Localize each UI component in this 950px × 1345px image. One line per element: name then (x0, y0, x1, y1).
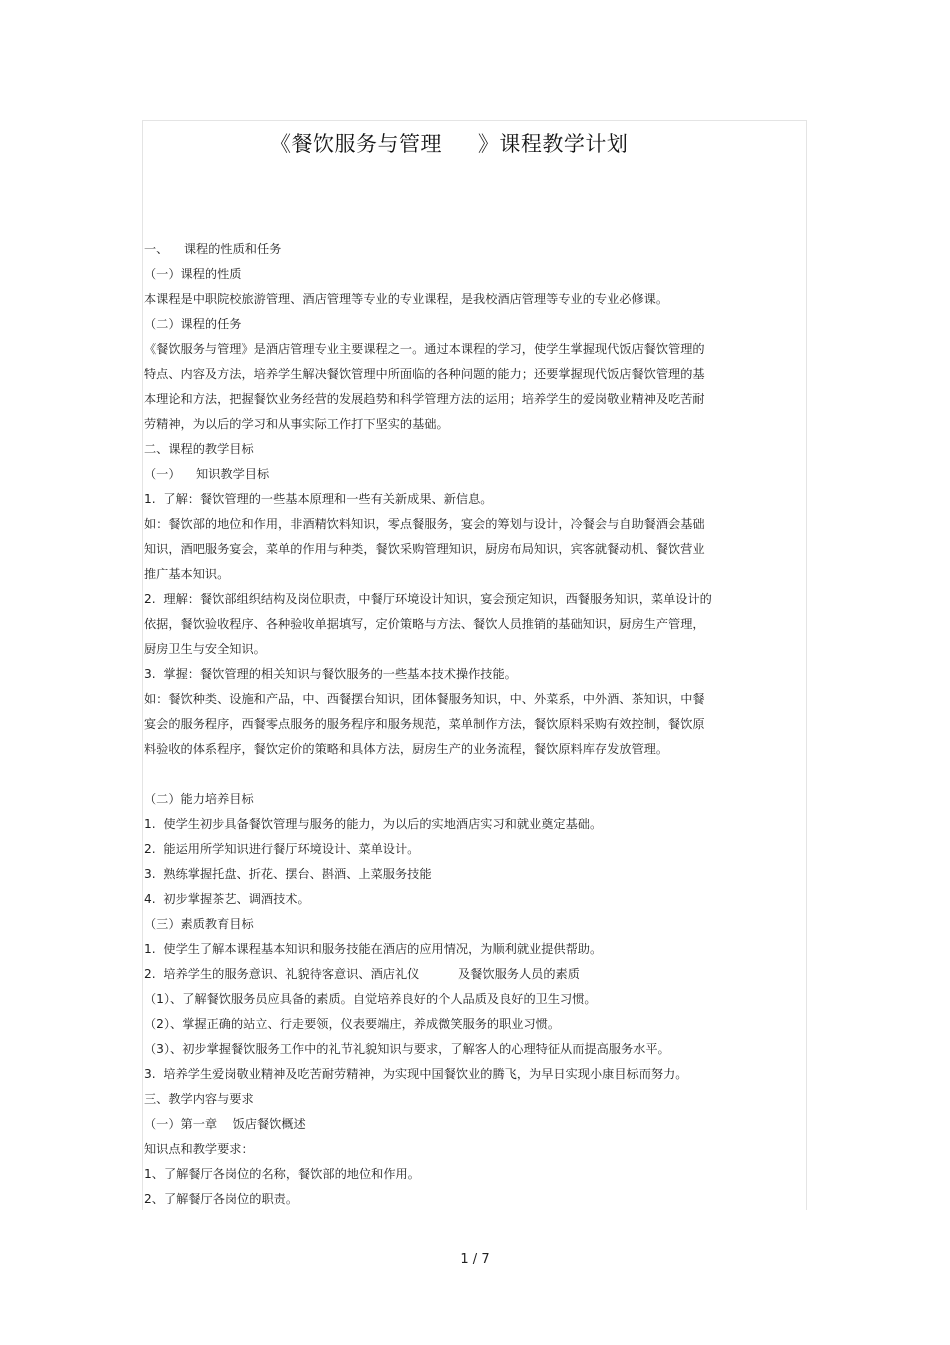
text-line: （3）、初步掌握餐饮服务工作中的礼节礼貌知识与要求，了解客人的心理特征从而提高服务水平。 (144, 1042, 670, 1056)
page-number: 1 / 7 (460, 1252, 490, 1267)
text-line: 3. 培养学生爱岗敬业精神及吃苦耐劳精神，为实现中国餐饮业的腾飞，为早日实现小康目标而努力。 (144, 1067, 688, 1081)
text-line: 知识点和教学要求： (144, 1142, 254, 1156)
text-line: 知识，酒吧服务宴会，菜单的作用与种类，餐饮采购管理知识，厨房布局知识，宾客就餐动机、餐饮营业 (144, 542, 705, 556)
text-line: （一）课程的性质 (144, 267, 242, 281)
text-line: （2）、掌握正确的站立、行走要领，仪表要端庄，养成微笑服务的职业习惯。 (144, 1017, 561, 1031)
text-line: 1. 使学生初步具备餐饮管理与服务的能力，为以后的实地酒店实习和就业奠定基础。 (144, 817, 603, 831)
text-line: 3. 掌握：餐饮管理的相关知识与餐饮服务的一些基本技术操作技能。 (144, 667, 517, 681)
text-line: 3. 熟练掌握托盘、折花、摆台、斟酒、上菜服务技能 (144, 867, 432, 881)
text-line: 1. 使学生了解本课程基本知识和服务技能在酒店的应用情况，为顺利就业提供帮助。 (144, 942, 603, 956)
text-line: 二、课程的教学目标 (144, 442, 254, 456)
text-line: 一、 课程的性质和任务 (144, 242, 282, 256)
text-line: 1、了解餐厅各岗位的名称，餐饮部的地位和作用。 (144, 1167, 420, 1181)
text-line: （一）第一章 饭店餐饮概述 (144, 1117, 306, 1131)
text-line: 如：餐饮种类、设施和产品，中、西餐摆台知识，团体餐服务知识，中、外菜系，中外酒、茶知识，中餐 (144, 692, 705, 706)
text-line: （二）能力培养目标 (144, 792, 254, 806)
text-line: 依据，餐饮验收程序、各种验收单据填写，定价策略与方法、餐饮人员推销的基础知识，厨房生产管理， (144, 617, 705, 631)
text-line: （三）素质教育目标 (144, 917, 254, 931)
text-line: 料验收的体系程序，餐饮定价的策略和具体方法，厨房生产的业务流程，餐饮原料库存发放管理。 (144, 742, 669, 756)
text-line: 推广基本知识。 (144, 567, 230, 581)
text-line: 劳精神，为以后的学习和从事实际工作打下坚实的基础。 (144, 417, 449, 431)
blank-line (144, 762, 756, 787)
text-line: 本课程是中职院校旅游管理、酒店管理等专业的专业课程，是我校酒店管理等专业的专业必修课。 (144, 292, 669, 306)
text-line: 宴会的服务程序，西餐零点服务的服务程序和服务规范，菜单制作方法，餐饮原料采购有效控制，餐饮原 (144, 717, 705, 731)
text-line: （二）课程的任务 (144, 317, 242, 331)
text-line: 2、了解餐厅各岗位的职责。 (144, 1192, 299, 1206)
text-line: （一） 知识教学目标 (144, 467, 270, 481)
text-line: 2. 培养学生的服务意识、礼貌待客意识、酒店礼仪 及餐饮服务人员的素质 (144, 967, 580, 981)
text-line: 如：餐饮部的地位和作用，非酒精饮料知识，零点餐服务，宴会的筹划与设计，冷餐会与自助餐酒会基础 (144, 517, 705, 531)
text-line: （1）、了解餐饮服务员应具备的素质。自觉培养良好的个人品质及良好的卫生习惯。 (144, 992, 597, 1006)
text-line: 厨房卫生与安全知识。 (144, 642, 266, 656)
text-line: 2. 能运用所学知识进行餐厅环境设计、菜单设计。 (144, 842, 420, 856)
text-line: 《餐饮服务与管理》是酒店管理专业主要课程之一。通过本课程的学习，使学生掌握现代饭店餐饮管理的 (144, 342, 705, 356)
text-line: 2. 理解：餐饮部组织结构及岗位职责，中餐厅环境设计知识，宴会预定知识，西餐服务知识，菜单设计的 (144, 592, 712, 606)
text-line: 三、教学内容与要求 (144, 1092, 254, 1106)
text-line: 1. 了解：餐饮管理的一些基本原理和一些有关新成果、新信息。 (144, 492, 493, 506)
text-line: 本理论和方法，把握餐饮业务经营的发展趋势和科学管理方法的运用；培养学生的爱岗敬业精神及吃苦耐 (144, 392, 705, 406)
text-line: 4. 初步掌握茶艺、调酒技术。 (144, 892, 310, 906)
document-body (144, 237, 756, 1212)
text-line: 特点、内容及方法，培养学生解决餐饮管理中所面临的各种问题的能力；还要掌握现代饭店餐饮管理的基 (144, 367, 705, 381)
document-title: 《餐饮服务与管理 》课程教学计划 (270, 132, 629, 156)
